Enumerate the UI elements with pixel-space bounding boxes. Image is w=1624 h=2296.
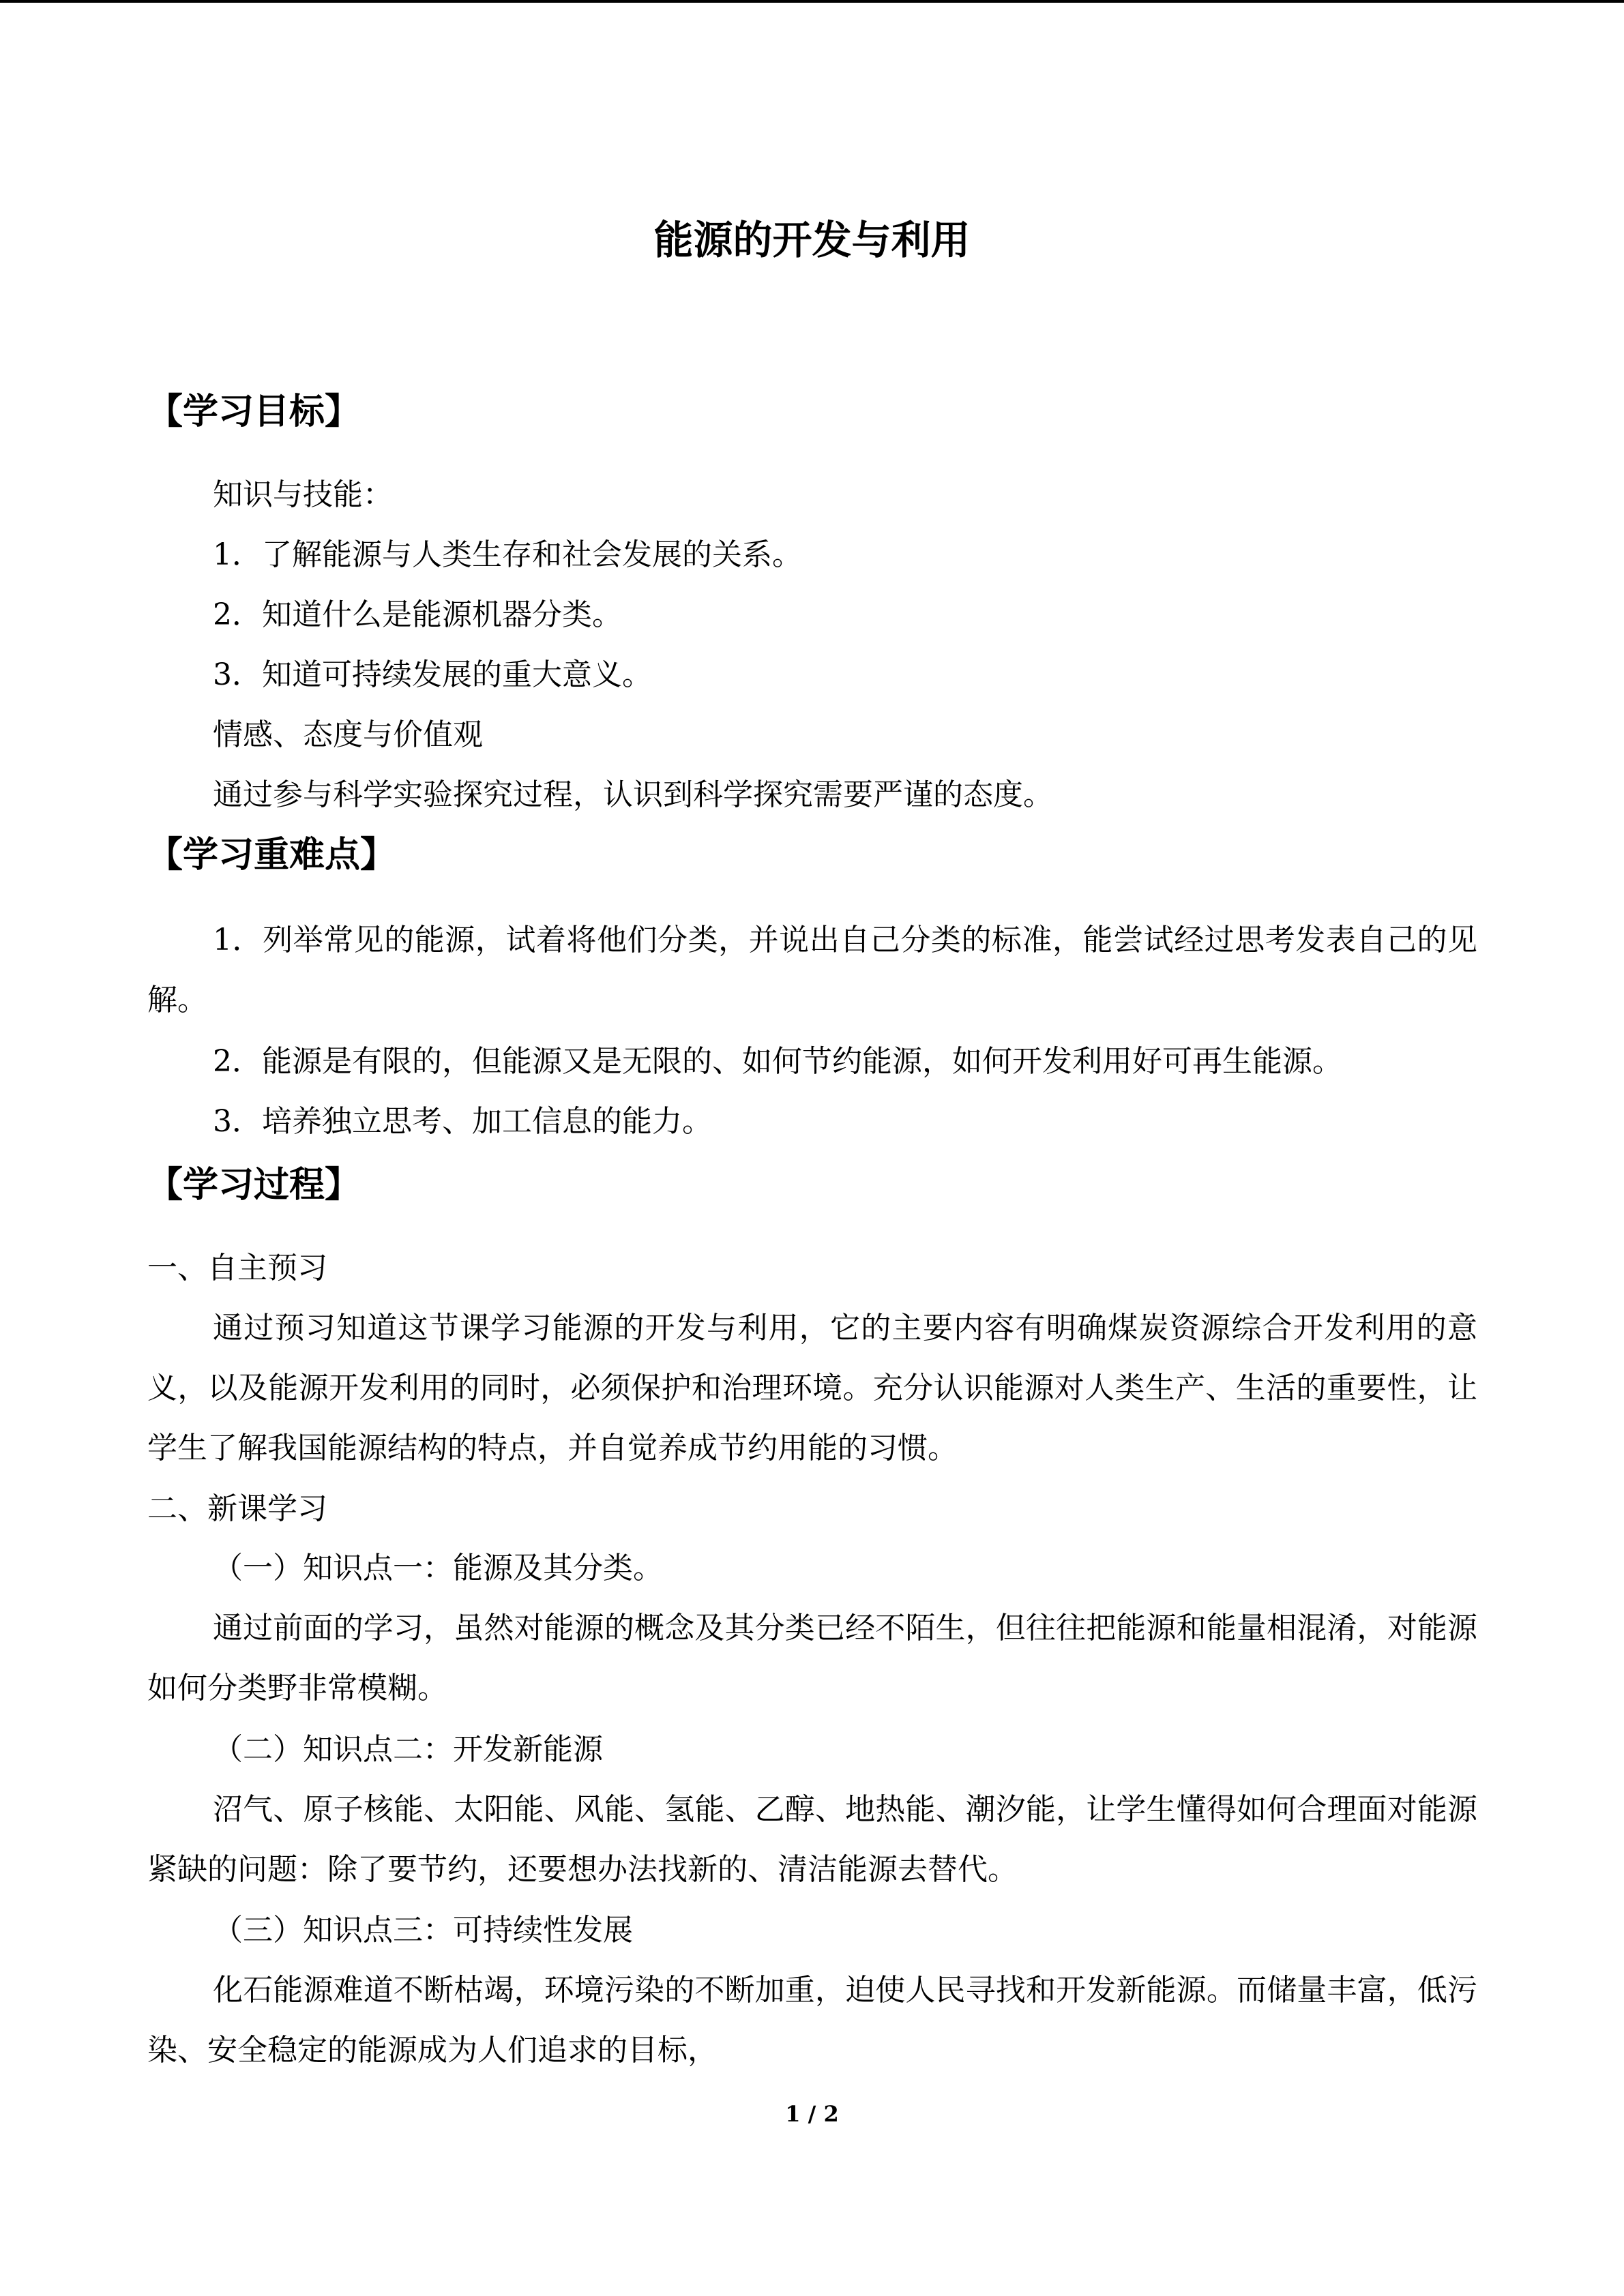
heading-process: 【学习过程】 — [147, 1165, 361, 1206]
objective-item: 2．知道什么是能源机器分类。 — [213, 597, 622, 632]
heading-key-points: 【学习重难点】 — [147, 835, 396, 876]
objective-item: 3．知道可持续发展的重大意义。 — [213, 657, 652, 692]
kp2-text: 沼气、原子核能、太阳能、风能、氢能、乙醇、地热能、潮汐能，让学生懂得如何合理面对能源紧缺的问题：除了要节约，还要想办法找新的、清洁能源去替代。 — [147, 1792, 1477, 1887]
top-border — [0, 0, 1624, 3]
objective-item: 通过参与科学实验探究过程，认识到科学探究需要严谨的态度。 — [213, 777, 1053, 812]
kp3-title: （三）知识点三：可持续性发展 — [213, 1913, 633, 1948]
kp1-text: 通过前面的学习，虽然对能源的概念及其分类已经不陌生，但往往把能源和能量相混淆，对能源如何分类野非常模糊。 — [147, 1611, 1477, 1705]
page-indicator: 1 / 2 — [785, 2101, 839, 2127]
key-point-item-3: 3．培养独立思考、加工信息的能力。 — [213, 1104, 712, 1139]
part2-title: 二、新课学习 — [147, 1491, 327, 1526]
key-point-item-2: 2．能源是有限的，但能源又是无限的、如何节约能源，如何开发利用好可再生能源。 — [213, 1044, 1342, 1079]
key-point-item-1: 1．列举常见的能源，试着将他们分类，并说出自己分类的标准，能尝试经过思考发表自己的见解。 — [147, 923, 1477, 1017]
kp1-title: （一）知识点一：能源及其分类。 — [213, 1551, 663, 1585]
heading-objectives: 【学习目标】 — [147, 391, 361, 432]
kp3-text: 化石能源难道不断枯竭，环境污染的不断加重，迫使人民寻找和开发新能源。而储量丰富，低污染、安全稳定的能源成为人们追求的目标， — [147, 1973, 1477, 2068]
page-title: 能源的开发与利用 — [653, 217, 971, 263]
objective-item: 1．了解能源与人类生存和社会发展的关系。 — [213, 537, 802, 572]
part1-title: 一、自主预习 — [147, 1251, 327, 1285]
part1-text: 通过预习知道这节课学习能源的开发与利用，它的主要内容有明确煤炭资源综合开发利用的意义，以及能源开发利用的同时，必须保护和治理环境。充分认识能源对人类生产、生活的重要性，让学生了解我国能源结构的特点，并自觉养成节约用能的习惯。 — [147, 1311, 1477, 1465]
kp2-title: （二）知识点二：开发新能源 — [213, 1732, 603, 1767]
objective-item: 情感、态度与价值观 — [213, 717, 483, 752]
objective-item: 知识与技能： — [213, 477, 393, 512]
